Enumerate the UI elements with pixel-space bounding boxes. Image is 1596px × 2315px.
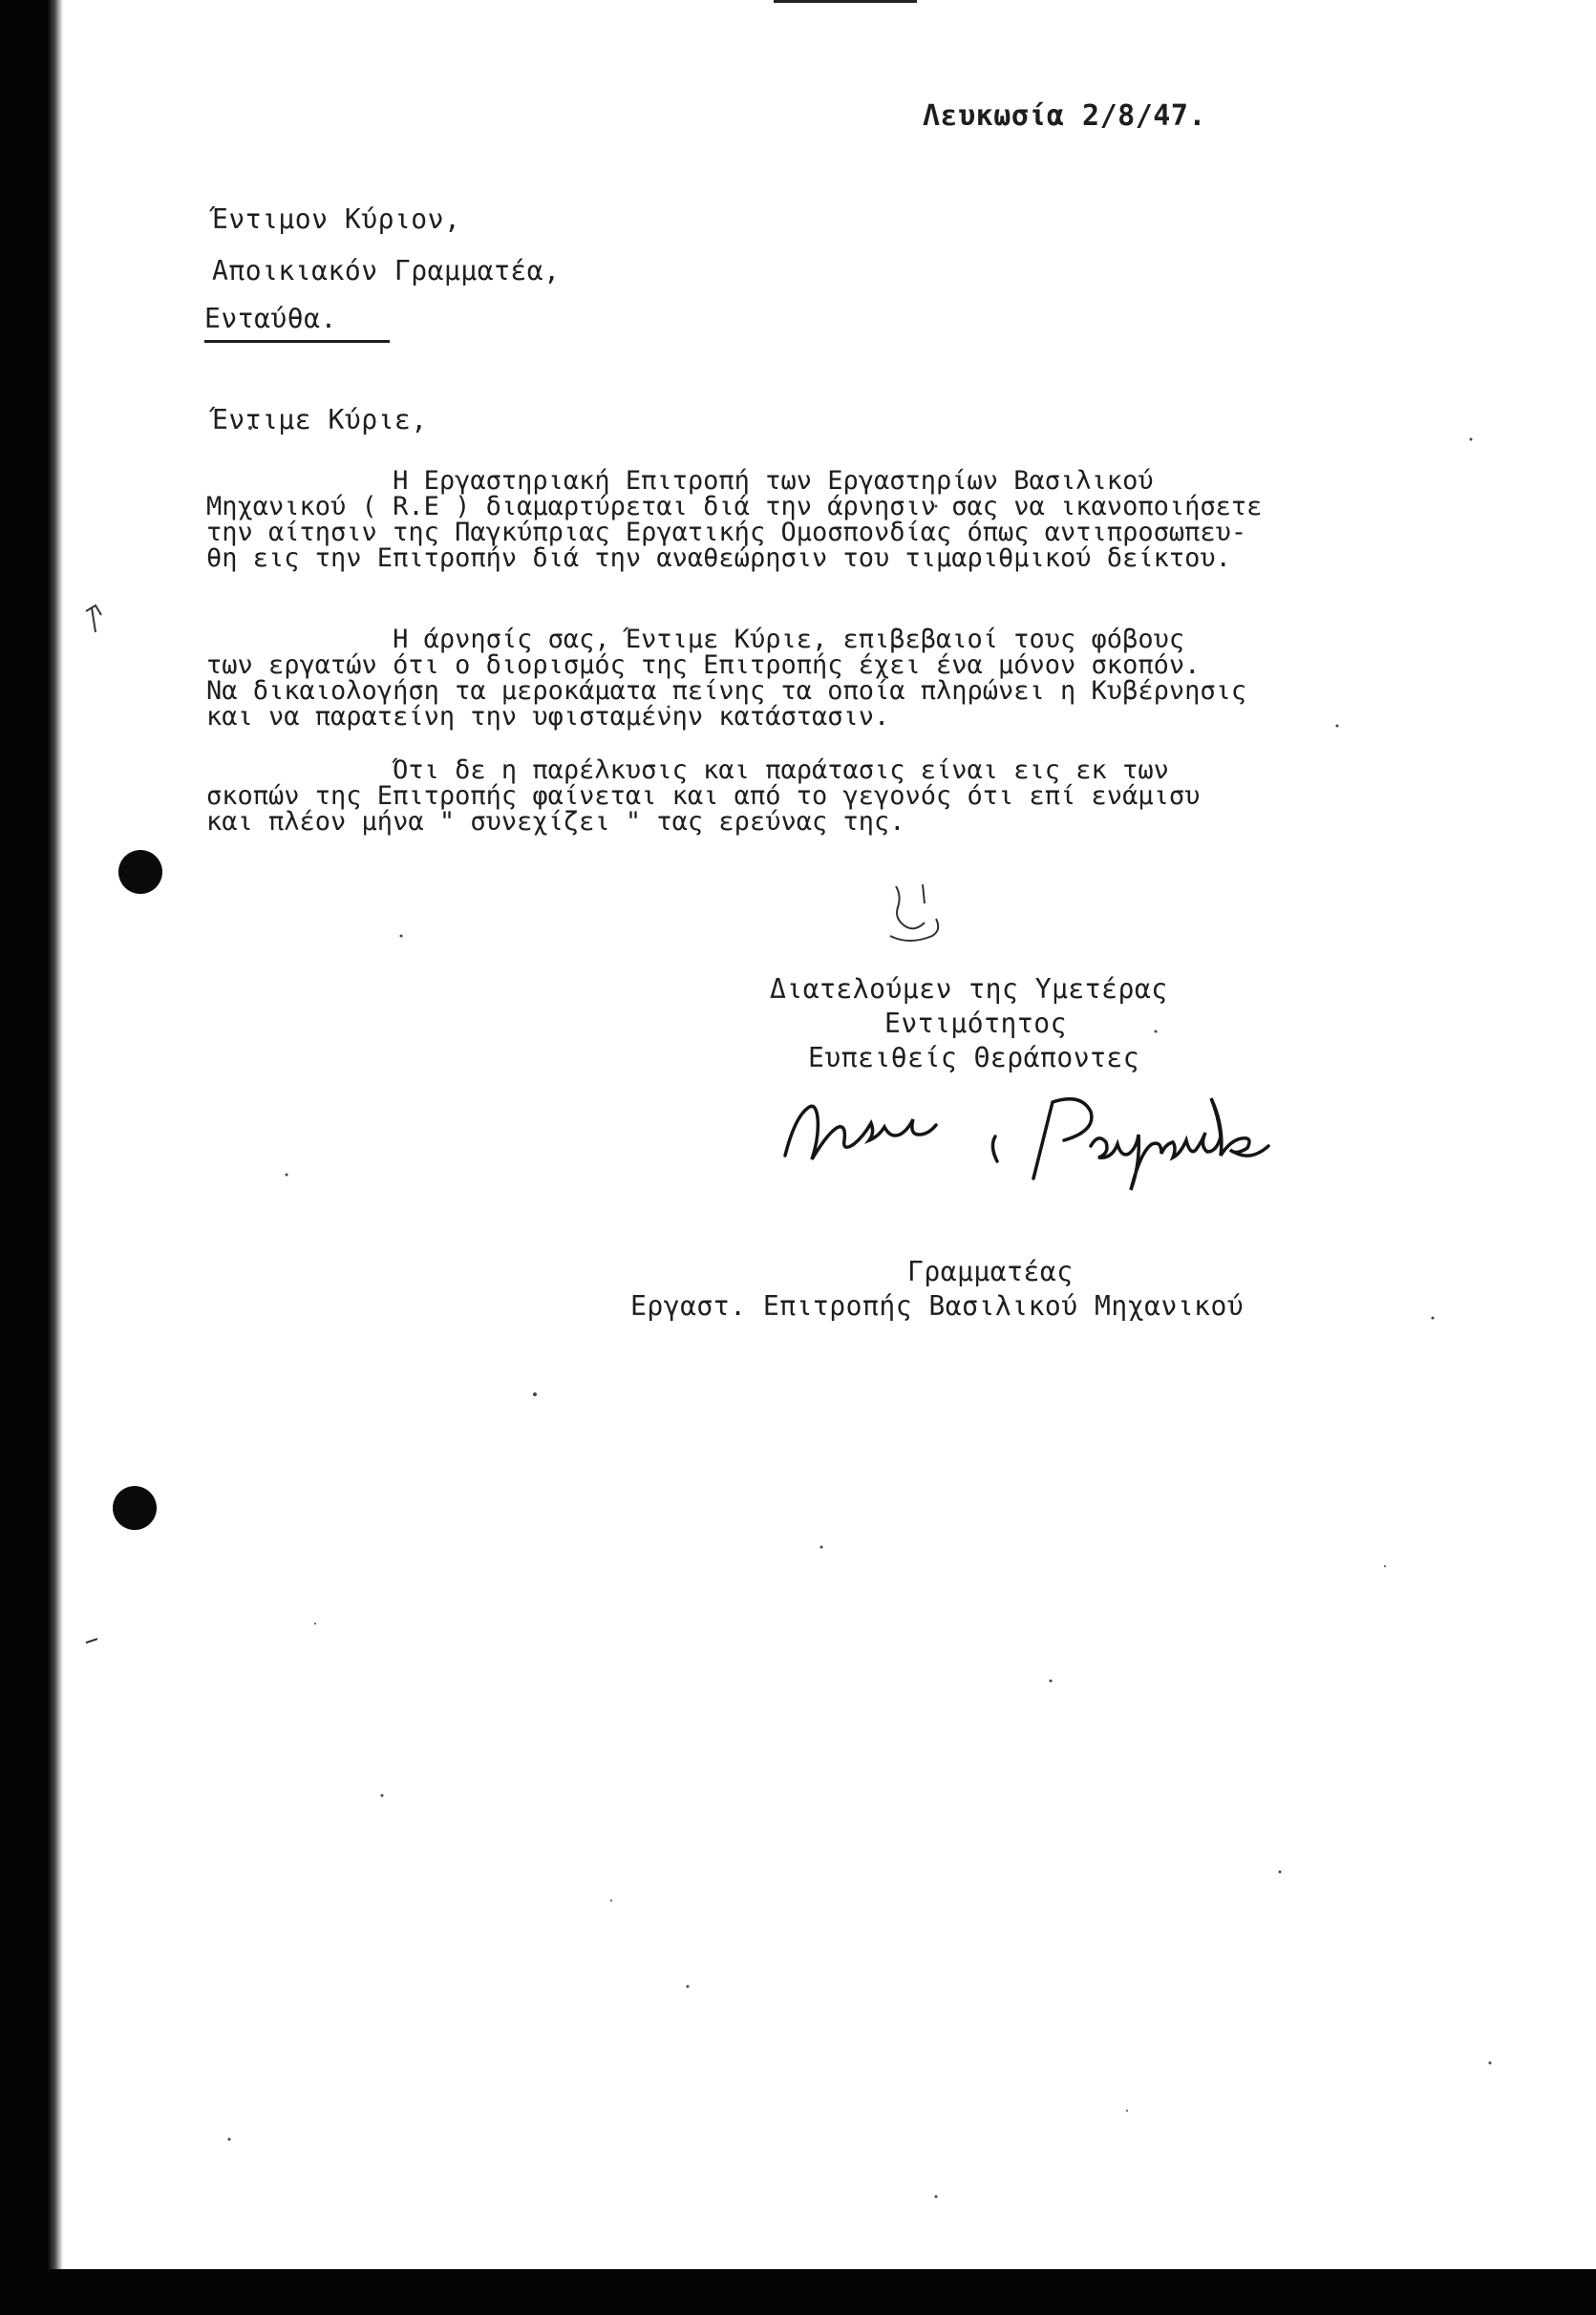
handwritten-initial-mark xyxy=(877,879,953,965)
paragraph-line: σκοπών της Επιτροπής φαίνεται και από το γεγονός ότι επί ενάμισυ xyxy=(206,781,1201,811)
paragraph-line: και πλέον μήνα " συνεχίζει " τας ερεύνας της. xyxy=(206,807,905,837)
paragraph-line: Μηχανικού ( R.E ) διαμαρτύρεται διά την άρνησιν σας να ικανοποιήσετε xyxy=(206,492,1263,521)
body-paragraph xyxy=(206,627,1524,730)
paragraph-line: Να δικαιολογήση τα μεροκάματα πείνης τα οποία πληρώνει η Κυβέρνησις xyxy=(206,676,1247,706)
closing-line: Εντιμότητος xyxy=(884,1008,1067,1039)
addressee-line: Ενταύθα. xyxy=(204,303,337,334)
paragraph-line: και να παρατείνη την υφισταμένην κατάστασιν. xyxy=(206,702,890,732)
closing-line: Διατελούμεν της Υμετέρας xyxy=(770,973,1168,1005)
signatory-organization: Εργαστ. Επιτροπής Βασιλικού Μηχανικού xyxy=(630,1290,1245,1322)
body-paragraph xyxy=(206,468,1524,571)
salutation: Έντιμε Κύριε, xyxy=(212,404,428,435)
letter-date: Λευκωσία 2/8/47. xyxy=(923,99,1206,133)
paragraph-line: θη εις την Επιτροπήν διά την αναθεώρησιν του τιμαριθμικού δείκτου. xyxy=(206,543,1231,573)
addressee-line: Έντιμον Κύριον, xyxy=(212,203,461,235)
paragraph-line: Η άρνησίς σας, Έντιμε Κύριε, επιβεβαιοί τους φόβους xyxy=(206,625,1185,654)
signatory-title: Γραμματέας xyxy=(907,1256,1074,1287)
body-paragraph xyxy=(206,757,1524,835)
paragraph-line: Ότι δε η παρέλκυσις και παράτασις είναι εις εκ των xyxy=(206,755,1169,785)
paragraph-line: των εργατών ότι ο διορισμός της Επιτροπής έχει ένα μόνον σκοπόν. xyxy=(206,650,1201,680)
paragraph-line: την αίτησιν της Παγκύπριας Εργατικής Ομοσπονδίας όπως αντιπροσωπευ- xyxy=(206,518,1247,547)
closing-line: Ευπειθείς Θεράποντες xyxy=(808,1042,1140,1073)
addressee-underline xyxy=(204,340,390,343)
addressee-line: Αποικιακόν Γραμματέα, xyxy=(212,255,561,287)
paragraph-line: Η Εργαστηριακή Επιτροπή των Εργαστηρίων Βασιλικού xyxy=(206,466,1154,496)
handwritten-signature xyxy=(776,1089,1406,1203)
